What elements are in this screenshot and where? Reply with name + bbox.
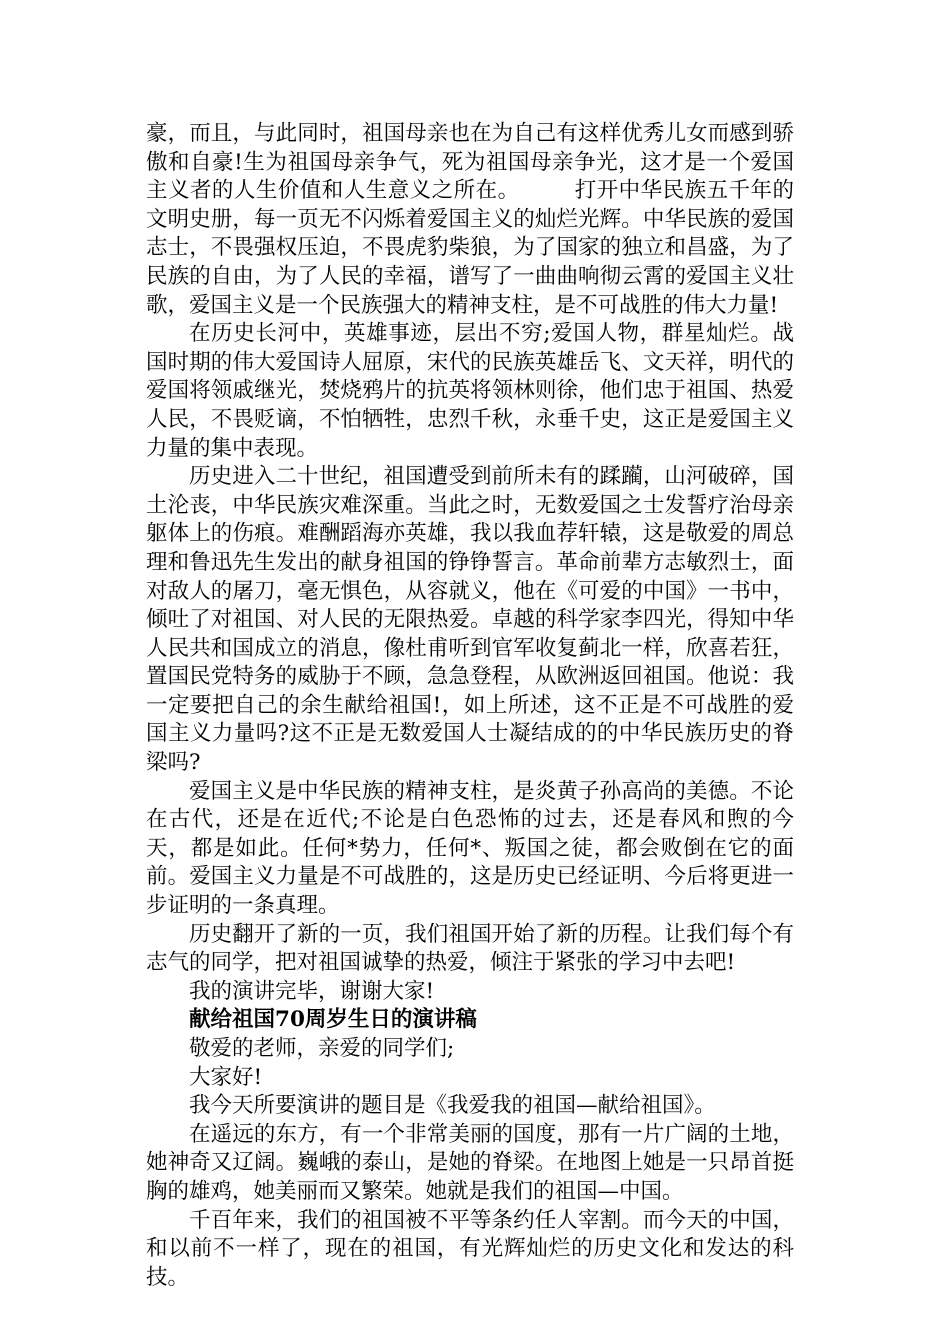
document-body	[146, 120, 794, 1292]
paragraph-thousand-years: 千百年来，我们的祖国被不平等条约任人宰割。而今天的中国，和以前不一样了，现在的祖国，有光辉灿烂的历史文化和发达的科技。	[146, 1207, 794, 1290]
paragraph-patriotism-pillar: 爱国主义是中华民族的精神支柱，是炎黄子孙高尚的美德。不论在古代，还是在近代;不论是白色恐怖的过去，还是春风和煦的今天，都是如此。任何*势力，任何*、叛国之徒，都会败倒在它的面前。爱国主义力量是不可战胜的，这是历史已经证明、今后将更进一步证明的一条真理。	[146, 778, 794, 919]
section-heading: 献给祖国70周岁生日的演讲稿	[189, 1007, 477, 1033]
paragraph-new-chapter: 历史翻开了新的一页，我们祖国开始了新的历程。让我们每个有志气的同学，把对祖国诚挚的热爱，倾注于紧张的学习中去吧!	[146, 921, 794, 976]
paragraph-topic: 我今天所要演讲的题目是《我爱我的祖国—献给祖国》。	[189, 1093, 716, 1119]
paragraph-greeting: 大家好!	[189, 1064, 263, 1090]
paragraph-continuation: 豪，而且，与此同时，祖国母亲也在为自己有这样优秀儿女而感到骄傲和自豪!生为祖国母亲争气，死为祖国母亲争光，这才是一个爱国主义者的人生价值和人生意义之所在。 打开中华民族五千年的文明史册，每一页无不闪烁着爱国主义的灿烂光辉。中华民族的爱国志士，不畏强权压迫，不畏虎豹柴狼，为了国家的独立和昌盛，为了民族的自由，为了人民的幸福，谱写了一曲曲响彻云霄的爱国主义壮歌，爱国主义是一个民族强大的精神支柱，是不可战胜的伟大力量!	[146, 121, 794, 318]
paragraph-salutation: 敬爱的老师，亲爱的同学们;	[189, 1036, 455, 1061]
paragraph-historical-heroes: 在历史长河中，英雄事迹，层出不穷;爱国人物，群星灿烂。战国时期的伟大爱国诗人屈原，宋代的民族英雄岳飞、文天祥，明代的爱国将领戚继光，焚烧鸦片的抗英将领林则徐，他们忠于祖国、热爱人民，不畏贬谪，不怕牺牲，忠烈千秋，永垂千史，这正是爱国主义力量的集中表现。	[146, 321, 794, 461]
paragraph-eastern-country: 在遥远的东方，有一个非常美丽的国度，那有一片广阔的土地，她神奇又辽阔。巍峨的泰山，是她的脊梁。在地图上她是一只昂首挺胸的雄鸡，她美丽而又繁荣。她就是我们的祖国—中国。	[146, 1121, 794, 1204]
paragraph-closing: 我的演讲完毕，谢谢大家!	[189, 978, 435, 1004]
paragraph-twentieth-century: 历史进入二十世纪，祖国遭受到前所未有的蹂躏，山河破碎，国土沦丧，中华民族灾难深重。当此之时，无数爱国之士发誓疗治母亲躯体上的伤痕。难酬蹈海亦英雄，我以我血荐轩辕，这是敬爱的周总理和鲁迅先生发出的献身祖国的铮铮誓言。革命前辈方志敏烈士，面对敌人的屠刀，毫无惧色，从容就义，他在《可爱的中国》一书中，倾吐了对祖国、对人民的无限热爱。卓越的科学家李四光，得知中华人民共和国成立的消息，像杜甫听到官军收复蓟北一样，欣喜若狂，置国民党特务的威胁于不顾，急急登程，从欧洲返回祖国。他说：我一定要把自己的余生献给祖国!，如上所述，这不正是不可战胜的爱国主义力量吗?这不正是无数爱国人士凝结成的的中华民族历史的脊梁吗?	[146, 464, 794, 776]
